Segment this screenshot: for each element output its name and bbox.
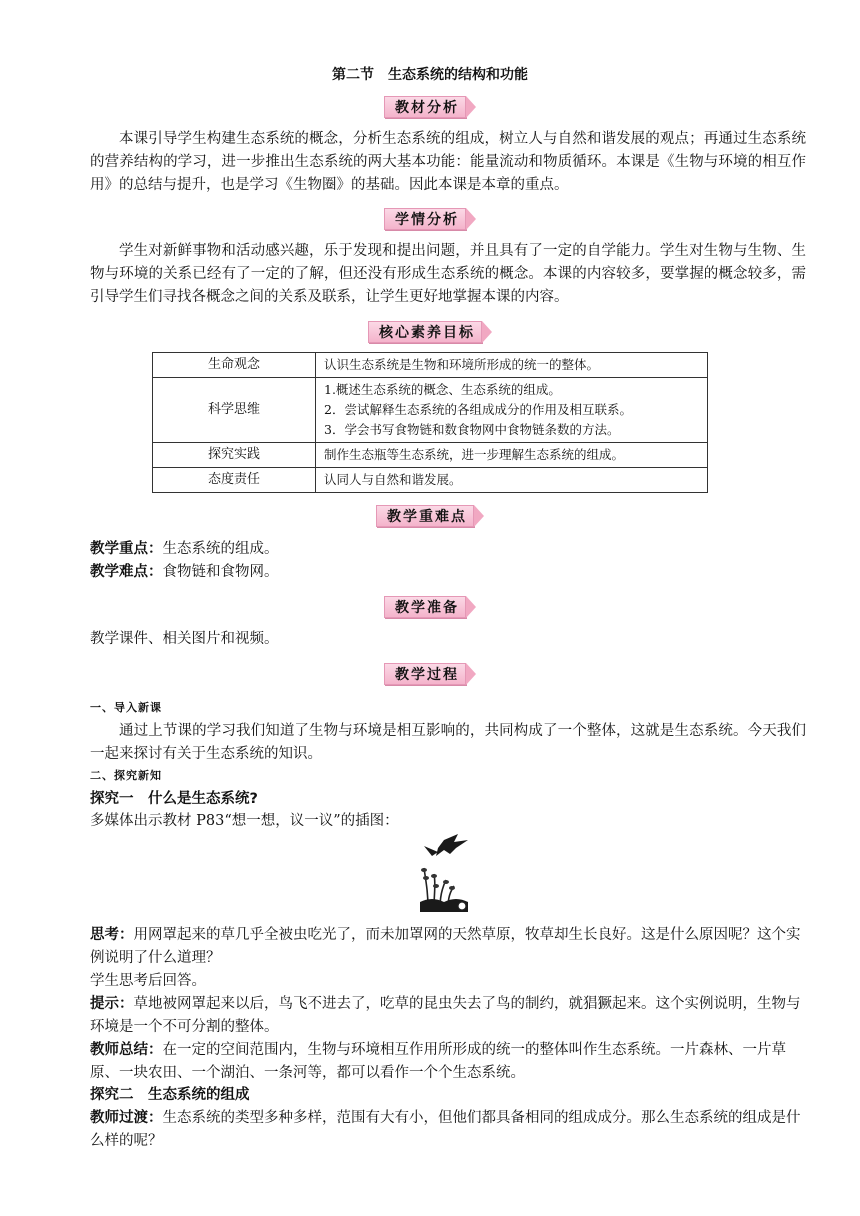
goal-value: 认同人与自然和谐发展。 [316, 468, 708, 493]
heading-intro: 一、导入新课 [90, 701, 162, 714]
explore2-title: 探究二 生态系统的组成 [90, 1087, 250, 1103]
transition-paragraph [90, 1107, 806, 1153]
banner-label: 教学过程 [384, 663, 466, 685]
prep-text: 教学课件、相关图片和视频。 [90, 631, 279, 647]
focus-label: 教学重点： [90, 541, 163, 557]
transition-label: 教师过渡： [90, 1110, 163, 1126]
explore1-media: 多媒体出示教材 P83“想一想，议一议”的插图： [90, 813, 399, 829]
hint-text: 草地被网罩起来以后，鸟飞不进去了，吃草的昆虫失去了鸟的制约，就猖獗起来。这个实例说明，生物与环境是一个不可分割的整体。 [90, 996, 801, 1035]
think-paragraph [90, 924, 806, 970]
page-title: 第二节 生态系统的结构和功能 [332, 67, 528, 83]
hint-paragraph [90, 993, 806, 1039]
table-row [153, 353, 708, 378]
intro-paragraph: 通过上节课的学习我们知道了生物与环境是相互影响的，共同构成了一个整体，这就是生态系统。今天我们一起来探讨有关于生态系统的知识。 [90, 723, 806, 762]
difficulty-text: 食物链和食物网。 [162, 564, 279, 580]
summary-text: 在一定的空间范围内，生物与环境相互作用所形成的统一的整体叫作生态系统。一片森林、一片草原、一块农田、一个湖泊、一条河等，都可以看作一个个生态系统。 [90, 1042, 786, 1081]
grassland-bird-illustration [414, 832, 474, 914]
goal-value: 制作生态瓶等生态系统，进一步理解生态系统的组成。 [316, 443, 708, 468]
section-banner-keypoints [376, 505, 484, 527]
table-row [153, 468, 708, 493]
heading-explore: 二、探究新知 [90, 769, 162, 782]
banner-label: 教学重难点 [376, 505, 474, 527]
goals-table [152, 352, 708, 493]
goal-value: 认识生态系统是生物和环境所形成的统一的整体。 [316, 353, 708, 378]
explore1-title: 探究一 什么是生态系统? [90, 791, 258, 807]
think-label: 思考： [90, 927, 134, 943]
answer-line: 学生思考后回答。 [90, 973, 206, 989]
section-banner-analysis [384, 96, 476, 118]
student-paragraph: 学生对新鲜事物和活动感兴趣，乐于发现和提出问题，并且具有了一定的自学能力。学生对生物与生物、生物与环境的关系已经有了一定的了解，但还没有形成生态系统的概念。本课的内容较多，要掌握的概念较多，需引导学生们寻找各概念之间的关系及联系，让学生更好地掌握本课的内容。 [90, 243, 806, 305]
goal-key: 态度责任 [153, 468, 316, 493]
goal-key: 科学思维 [153, 378, 316, 443]
analysis-paragraph: 本课引导学生构建生态系统的概念，分析生态系统的组成，树立人与自然和谐发展的观点；再通过生态系统的营养结构的学习，进一步推出生态系统的两大基本功能：能量流动和物质循环。本课是《生物与环境的相互作用》的总结与提升，也是学习《生物圈》的基础。因此本课是本章的重点。 [90, 131, 806, 193]
think-text: 用网罩起来的草几乎全被虫吃光了，而未加罩网的天然草原，牧草却生长良好。这是什么原因呢？这个实例说明了什么道理？ [90, 927, 801, 966]
summary-paragraph [90, 1039, 806, 1085]
arrow-icon [466, 663, 476, 685]
focus-text: 生态系统的组成。 [162, 541, 279, 557]
banner-label: 教材分析 [384, 96, 466, 118]
goal-line: 3．学会书写食物链和数食物网中食物链条数的方法。 [324, 422, 620, 437]
focus-line [90, 538, 806, 560]
banner-label: 教学准备 [384, 596, 466, 618]
transition-text: 生态系统的类型多种多样，范围有大有小，但他们都具备相同的组成成分。那么生态系统的组成是什么样的呢？ [90, 1110, 801, 1149]
goal-value-multi [316, 378, 708, 443]
hint-label: 提示： [90, 996, 134, 1012]
goal-key: 探究实践 [153, 443, 316, 468]
arrow-icon [482, 321, 492, 343]
goal-line: 2．尝试解释生态系统的各组成成分的作用及相互联系。 [324, 402, 632, 417]
arrow-icon [466, 596, 476, 618]
section-banner-goals [368, 321, 492, 343]
arrow-icon [466, 208, 476, 230]
arrow-icon [466, 96, 476, 118]
table-row [153, 378, 708, 443]
goal-key: 生命观念 [153, 353, 316, 378]
arrow-icon [474, 505, 484, 527]
section-banner-process [384, 663, 476, 685]
section-banner-student [384, 208, 476, 230]
difficulty-line [90, 561, 806, 583]
section-banner-prep [384, 596, 476, 618]
summary-label: 教师总结： [90, 1042, 163, 1058]
goal-line: 1.概述生态系统的概念、生态系统的组成。 [324, 382, 561, 397]
table-row [153, 443, 708, 468]
banner-label: 学情分析 [384, 208, 466, 230]
difficulty-label: 教学难点： [90, 564, 163, 580]
banner-label: 核心素养目标 [368, 321, 482, 343]
